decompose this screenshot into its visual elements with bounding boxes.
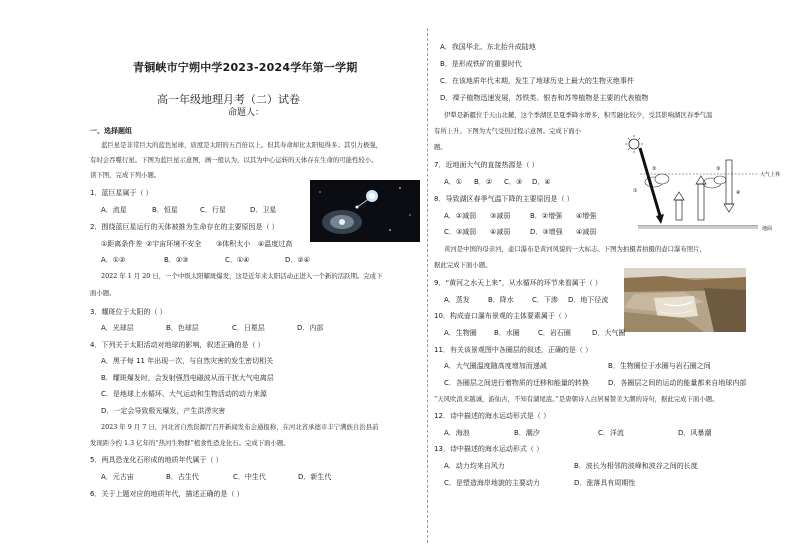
q1-option-c: C．行星: [200, 206, 226, 214]
question-2: 2．围绕蓝巨星运行的天体被推为生命存在的主要原因是（ ）: [90, 223, 279, 231]
q3-option-a: A．光球层: [101, 324, 134, 332]
question-11: 11．有关该景观图中各圈层的叙述，正确的是（ ）: [434, 346, 593, 354]
ground-radiation-arrow: [676, 200, 682, 220]
q2-choice-1: ①距离条件差: [101, 240, 143, 248]
question-9: 9．“黄河之水天上来”，从水循环的环节来看属于（ ）: [434, 279, 602, 287]
q10-option-a: A．生物圈: [444, 329, 477, 337]
mark-1: ①: [633, 188, 638, 194]
cloud-icon: [645, 174, 726, 188]
intro-line: 黄河是中国的母亲河，壶口瀑布是黄河风貌的一大标志。下图为拍摄者拍摄的壶口瀑布照片，: [444, 245, 707, 253]
q2-option-c: C．①④: [225, 256, 250, 264]
upper-atmosphere-label: 大气上界: [760, 172, 781, 178]
q7-option-a: A．①: [444, 178, 463, 186]
q11-option-c: C．各圈层之间进行着物质的迁移和能量的转换: [444, 379, 589, 387]
q12-option-b: B．潮汐: [514, 429, 540, 437]
q12-option-c: C．洋流: [598, 429, 624, 437]
q10-option-b: B．水圈: [494, 329, 520, 337]
intro-line: 伊犁是新疆位于天山北麓，这个季湖区是夏季降水增多，积雪融化较少，受其影响湖区春季气温: [444, 111, 713, 119]
q13-option-d: D．涨落具有周期性: [574, 479, 636, 487]
q3-option-d: D．内部: [297, 324, 324, 332]
q7-option-b: B．②: [474, 178, 493, 186]
q8-option-c: C．③减弱: [444, 228, 477, 236]
q12-option-a: A．海浪: [444, 429, 470, 437]
q8-option-b: B．②增强: [530, 212, 563, 220]
q13-option-a: A．动力均来自风力: [444, 462, 505, 470]
q2-choice-3: ③体积太小: [216, 240, 251, 248]
sun-icon: [629, 139, 639, 149]
q10-option-c: C．岩石圈: [538, 329, 571, 337]
q7-option-d: D．④: [532, 178, 551, 186]
intro-line: 有时会吞噬行星。下图为蓝巨星示意图，画一般认为，以其为中心运转的天体存在生命的可能性较小。: [90, 156, 378, 164]
q1-option-d: D．卫星: [250, 206, 277, 214]
q11-option-b: B．生物圈位于水圈与岩石圈之间: [608, 362, 711, 370]
heating-diagram-svg: [620, 134, 788, 236]
intro-line: 面小题。: [90, 289, 116, 297]
q9-option-d: D．地下径流: [568, 296, 609, 304]
question-4: 4．下列关于太阳活动对地球的影响，叙述正确的是（ ）: [90, 341, 265, 349]
q8-option-c2: ④减弱: [490, 228, 511, 236]
q12-option-d: D．风暴潮: [678, 429, 712, 437]
q8-option-a: A．②减弱: [444, 212, 477, 220]
q6-option-d: D．裸子植物迅速发展，苏铁类、银杏和苏等植物是主要的代表植物: [440, 94, 649, 102]
q11-option-a: A．大气圈温度随高度增加而递减: [444, 362, 547, 370]
q2-choice-2: ②宇宙环境不安全: [146, 240, 202, 248]
mark-3: ③: [716, 166, 721, 172]
question-1: 1．蓝巨星属于（ ）: [90, 189, 153, 197]
q2-option-d: D．②④: [285, 256, 310, 264]
q6-option-c: C．在该地质年代末期，发生了地球历史上最大的生物灭绝事件: [440, 77, 634, 85]
intro-line: 发现距今约 1.3 亿年的“热河生物群”植食性恐龙化石。完成下面小题。: [90, 439, 290, 447]
mark-4: ④: [736, 190, 741, 196]
question-3: 3．耀斑位于太阳的（ ）: [90, 308, 167, 316]
question-7: 7．近地面大气的直接热源是（ ）: [434, 161, 539, 169]
q4-option-c: C．是地球上水循环、大气运动和生物活动的动力来源: [101, 390, 267, 398]
question-13: 13．诗中描述的海水运动形式（ ）: [434, 445, 544, 453]
q8-option-a2: ③减弱: [490, 212, 511, 220]
question-6: 6．关于上题对应的地质年代，描述正确的是（ ）: [90, 490, 244, 498]
q8-option-d: D．③增强: [530, 228, 563, 236]
section-heading: 一、选择题组: [90, 127, 132, 135]
q5-option-b: B．古生代: [166, 473, 199, 481]
q5-option-c: C．中生代: [233, 473, 266, 481]
ground-label: 地面: [762, 226, 773, 232]
intro-line: 题。: [434, 143, 447, 151]
q8-option-d2: ④减弱: [576, 228, 597, 236]
q11-option-d: D．各圈层之间的运动的能量都来自地球内部: [608, 379, 747, 387]
question-8: 8．导致湖区春季气温下降的主要原因是（ ）: [434, 195, 574, 203]
q3-option-c: C．日冕层: [232, 324, 265, 332]
q4-option-d: D．一定会导致极光爆发，产生洪涝灾害: [101, 407, 226, 415]
hukou-waterfall-photo: [624, 268, 746, 332]
q13-option-b: B．波长为相邻的波峰和波谷之间的长度: [574, 462, 698, 470]
waterfall-photo-svg: [624, 268, 746, 332]
question-5: 5．两具恐龙化石形成的地质年代属于（ ）: [90, 456, 223, 464]
q3-option-b: B．色球层: [166, 324, 199, 332]
q6-option-a: A．我国华北、东北抬升成陆地: [440, 43, 536, 51]
q8-option-b2: ④增强: [576, 212, 597, 220]
atmosphere-heating-diagram: [620, 134, 788, 236]
atmospheric-radiation-arrow: [698, 184, 704, 220]
intro-line: 据此完成下面小题。: [434, 261, 492, 269]
q5-option-d: D．新生代: [298, 473, 332, 481]
q2-option-b: B．②③: [164, 256, 189, 264]
q4-option-a: A．黑子每 11 年出现一次，与自然灾害的发生密切相关: [101, 357, 274, 365]
q1-option-b: B．恒星: [152, 206, 178, 214]
q9-option-c: C．下渗: [532, 296, 558, 304]
intro-line: 蓝巨星是非常巨大的蓝色星球，质度是太阳的五百倍以上。但其寿命却比太阳短得多；其引力极强，: [101, 141, 383, 149]
q2-option-a: A．①②: [101, 256, 126, 264]
right-column: [428, 0, 794, 550]
question-12: 12．诗中描述的海水运动形式是（ ）: [434, 412, 551, 420]
q1-option-a: A．流星: [101, 206, 127, 214]
exam-title: 青铜峡市宁朔中学2023-2024学年第一学期: [133, 61, 358, 74]
intro-line: 有所上升。下图为大气受热过程示意图。完成下面小: [434, 127, 581, 135]
intro-line: 2022 年 1 月 20 日，一个中级太阳耀斑爆发，这是近年来太阳活动正进入一个新的活跃期。完成下: [101, 272, 383, 280]
q13-option-c: C．是塑造海岸地貌的主要动力: [444, 479, 540, 487]
q6-option-b: B．是形成铁矿的重要时代: [440, 60, 522, 68]
blue-giant-image: [310, 180, 420, 242]
mark-2: ②: [652, 166, 657, 172]
intro-line: “天风吹浪来越诚，游仙古，不知有湖尾底。”是唐朝诗人白居易赞美大潮的诗句，据此完成下面小题。: [434, 395, 719, 403]
intro-line: 2023 年 9 月 7 日，河北省自然资源厅召开新闻发布会通报称，在河北省承德市丰宁满族自治县前: [101, 423, 379, 431]
q4-option-b: B．耀斑爆发时，会发射强烈电磁波从而干扰大气电离层: [101, 374, 274, 382]
blue-giant-star-icon: [310, 180, 420, 242]
q7-option-c: C．③: [504, 178, 523, 186]
exam-subtitle: 高一年级地理月考（二）试卷: [157, 93, 300, 106]
question-10: 10．构成壶口瀑布景观的主体要素属于（ ）: [434, 312, 572, 320]
q9-option-a: A．蒸发: [444, 296, 470, 304]
counter-radiation-arrow: [726, 160, 732, 204]
intro-line: 读下图，完成下列小题。: [90, 171, 161, 179]
q5-option-a: A．元古宙: [101, 473, 134, 481]
q10-option-d: D．大气圈: [592, 329, 626, 337]
q9-option-b: B．降水: [488, 296, 514, 304]
author-label: 命题人：: [228, 108, 265, 118]
q2-choice-4: ④温度过高: [258, 240, 293, 248]
